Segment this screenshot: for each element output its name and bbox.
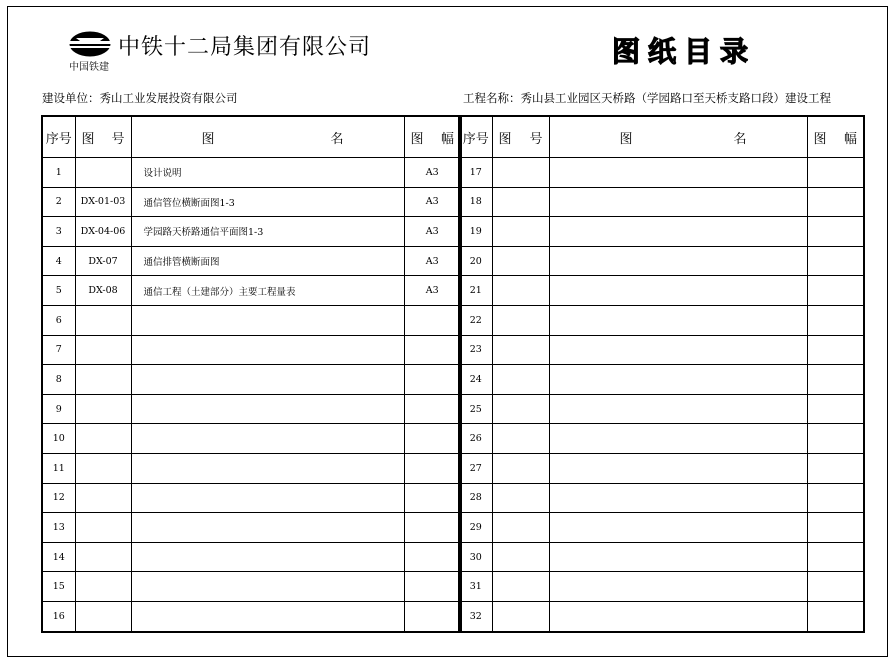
- row-drawing-name: [131, 513, 404, 543]
- row-drawing-name: 通信管位横断面图1-3: [131, 187, 404, 217]
- table-row: [42, 365, 461, 395]
- row-drawing-no: [75, 572, 131, 602]
- row-size: [807, 246, 864, 276]
- table-row: [459, 158, 864, 188]
- row-drawing-no: [75, 335, 131, 365]
- row-seq: 20: [459, 246, 492, 276]
- row-drawing-name: 通信排管横断面图: [131, 246, 404, 276]
- table-row: [42, 513, 461, 543]
- row-drawing-name: [131, 542, 404, 572]
- row-seq: 4: [42, 246, 75, 276]
- row-seq: 8: [42, 365, 75, 395]
- row-size: [807, 483, 864, 513]
- header-drawing-no: 图 号: [75, 116, 131, 158]
- row-seq: 30: [459, 542, 492, 572]
- row-size: [807, 217, 864, 247]
- row-size: A3: [404, 246, 461, 276]
- table-row: [459, 572, 864, 602]
- table-row: [459, 601, 864, 631]
- table-row: [459, 365, 864, 395]
- row-drawing-name: [131, 453, 404, 483]
- row-drawing-name: [131, 601, 404, 631]
- table-row: [459, 276, 864, 306]
- row-drawing-name: [549, 453, 807, 483]
- row-seq: 1: [42, 158, 75, 188]
- row-size: [807, 601, 864, 631]
- row-drawing-name: [131, 483, 404, 513]
- table-row: [459, 305, 864, 335]
- table-row: [42, 453, 461, 483]
- row-size: [807, 424, 864, 454]
- table-row: [42, 335, 461, 365]
- table-row: [459, 513, 864, 543]
- table-row: [42, 424, 461, 454]
- row-seq: 23: [459, 335, 492, 365]
- row-size: [404, 601, 461, 631]
- row-drawing-no: [75, 513, 131, 543]
- header-seq: 序号: [42, 116, 75, 158]
- row-seq: 10: [42, 424, 75, 454]
- row-size: A3: [404, 217, 461, 247]
- table-row: [42, 483, 461, 513]
- row-drawing-no: [492, 305, 549, 335]
- table-row: [42, 276, 461, 306]
- row-seq: 3: [42, 217, 75, 247]
- row-seq: 17: [459, 158, 492, 188]
- row-size: [404, 513, 461, 543]
- table-header-row: [42, 116, 461, 158]
- header-size: 图 幅: [404, 116, 461, 158]
- header-size: 图 幅: [807, 116, 864, 158]
- table-row: [459, 217, 864, 247]
- row-drawing-no: [492, 394, 549, 424]
- row-size: A3: [404, 276, 461, 306]
- row-drawing-name: [131, 365, 404, 395]
- row-drawing-name: [549, 217, 807, 247]
- row-drawing-name: [549, 601, 807, 631]
- project-label: 工程名称：秀山县工业园区天桥路（学园路口至天桥支路口段）建设工程: [463, 91, 831, 105]
- row-size: [404, 424, 461, 454]
- row-drawing-no: [492, 483, 549, 513]
- row-drawing-no: [75, 453, 131, 483]
- row-seq: 24: [459, 365, 492, 395]
- row-drawing-no: [75, 394, 131, 424]
- row-seq: 2: [42, 187, 75, 217]
- row-size: [807, 158, 864, 188]
- row-seq: 14: [42, 542, 75, 572]
- table-row: [459, 424, 864, 454]
- row-size: [404, 305, 461, 335]
- table-row: [42, 187, 461, 217]
- table-row: [42, 572, 461, 602]
- row-drawing-name: [131, 424, 404, 454]
- row-drawing-no: [75, 601, 131, 631]
- row-drawing-no: [492, 276, 549, 306]
- row-drawing-name: [131, 335, 404, 365]
- header-drawing-name: 图 名: [549, 116, 807, 158]
- row-drawing-name: [549, 276, 807, 306]
- table-row: [42, 158, 461, 188]
- row-drawing-name: [549, 246, 807, 276]
- row-size: [807, 187, 864, 217]
- row-seq: 19: [459, 217, 492, 247]
- row-seq: 25: [459, 394, 492, 424]
- row-drawing-name: 通信工程（土建部分）主要工程量表: [131, 276, 404, 306]
- row-drawing-name: [549, 394, 807, 424]
- row-size: [404, 335, 461, 365]
- row-drawing-name: [549, 483, 807, 513]
- owner-label: 建设单位：秀山工业发展投资有限公司: [42, 91, 238, 105]
- row-seq: 12: [42, 483, 75, 513]
- table-row: [42, 246, 461, 276]
- row-drawing-no: [492, 246, 549, 276]
- row-drawing-no: [492, 158, 549, 188]
- document-title: 图纸目录: [612, 35, 757, 68]
- row-drawing-no: [492, 453, 549, 483]
- row-drawing-no: DX-08: [75, 276, 131, 306]
- row-seq: 18: [459, 187, 492, 217]
- header-drawing-name: 图 名: [131, 116, 404, 158]
- row-size: [404, 394, 461, 424]
- row-drawing-no: [75, 424, 131, 454]
- row-drawing-no: [75, 483, 131, 513]
- row-size: [807, 453, 864, 483]
- crcc-logo-icon: [66, 30, 114, 58]
- row-drawing-name: [131, 394, 404, 424]
- row-drawing-no: DX-04-06: [75, 217, 131, 247]
- row-seq: 13: [42, 513, 75, 543]
- row-drawing-no: [492, 572, 549, 602]
- table-row: [42, 542, 461, 572]
- row-drawing-no: [492, 217, 549, 247]
- row-drawing-name: [549, 158, 807, 188]
- table-row: [459, 483, 864, 513]
- row-seq: 6: [42, 305, 75, 335]
- row-drawing-no: [75, 158, 131, 188]
- table-row: [42, 305, 461, 335]
- row-drawing-no: [492, 601, 549, 631]
- row-drawing-name: [549, 335, 807, 365]
- row-size: [404, 365, 461, 395]
- table-row: [459, 542, 864, 572]
- row-size: [404, 453, 461, 483]
- row-seq: 28: [459, 483, 492, 513]
- row-drawing-name: [549, 542, 807, 572]
- header-seq: 序号: [459, 116, 492, 158]
- row-seq: 27: [459, 453, 492, 483]
- row-drawing-no: [492, 187, 549, 217]
- table-row: [459, 187, 864, 217]
- table-header-row: [459, 116, 864, 158]
- row-drawing-no: [75, 305, 131, 335]
- table-row: [42, 217, 461, 247]
- row-drawing-no: [492, 513, 549, 543]
- row-drawing-name: [549, 305, 807, 335]
- table-row: [459, 394, 864, 424]
- row-seq: 31: [459, 572, 492, 602]
- row-seq: 5: [42, 276, 75, 306]
- row-seq: 29: [459, 513, 492, 543]
- row-seq: 7: [42, 335, 75, 365]
- row-drawing-no: [492, 335, 549, 365]
- row-size: [807, 335, 864, 365]
- row-seq: 21: [459, 276, 492, 306]
- header-drawing-no: 图 号: [492, 116, 549, 158]
- table-row: [459, 453, 864, 483]
- logo-subtitle: 中国铁建: [69, 62, 109, 73]
- row-drawing-name: 学园路天桥路通信平面图1-3: [131, 217, 404, 247]
- row-drawing-name: [549, 365, 807, 395]
- row-size: [404, 542, 461, 572]
- row-size: A3: [404, 158, 461, 188]
- row-drawing-name: [549, 187, 807, 217]
- row-seq: 32: [459, 601, 492, 631]
- row-drawing-name: [131, 305, 404, 335]
- row-seq: 16: [42, 601, 75, 631]
- row-drawing-name: [131, 572, 404, 602]
- row-size: A3: [404, 187, 461, 217]
- drawing-index-table-right: [458, 115, 865, 633]
- row-seq: 11: [42, 453, 75, 483]
- row-drawing-no: DX-07: [75, 246, 131, 276]
- row-drawing-no: [75, 365, 131, 395]
- company-name: 中铁十二局集团有限公司: [118, 35, 372, 60]
- row-drawing-no: [492, 542, 549, 572]
- row-seq: 22: [459, 305, 492, 335]
- row-size: [404, 483, 461, 513]
- row-drawing-name: [549, 572, 807, 602]
- row-drawing-no: [492, 365, 549, 395]
- row-drawing-name: [549, 513, 807, 543]
- table-row: [42, 394, 461, 424]
- drawing-index-table-left: [41, 115, 462, 633]
- table-row: [459, 246, 864, 276]
- table-row: [42, 601, 461, 631]
- row-size: [807, 305, 864, 335]
- row-size: [404, 572, 461, 602]
- row-size: [807, 394, 864, 424]
- row-drawing-name: 设计说明: [131, 158, 404, 188]
- row-drawing-no: [75, 542, 131, 572]
- row-drawing-no: DX-01-03: [75, 187, 131, 217]
- row-drawing-no: [492, 424, 549, 454]
- row-size: [807, 276, 864, 306]
- row-size: [807, 513, 864, 543]
- row-seq: 15: [42, 572, 75, 602]
- row-size: [807, 542, 864, 572]
- row-seq: 9: [42, 394, 75, 424]
- row-drawing-name: [549, 424, 807, 454]
- row-seq: 26: [459, 424, 492, 454]
- row-size: [807, 365, 864, 395]
- row-size: [807, 572, 864, 602]
- table-row: [459, 335, 864, 365]
